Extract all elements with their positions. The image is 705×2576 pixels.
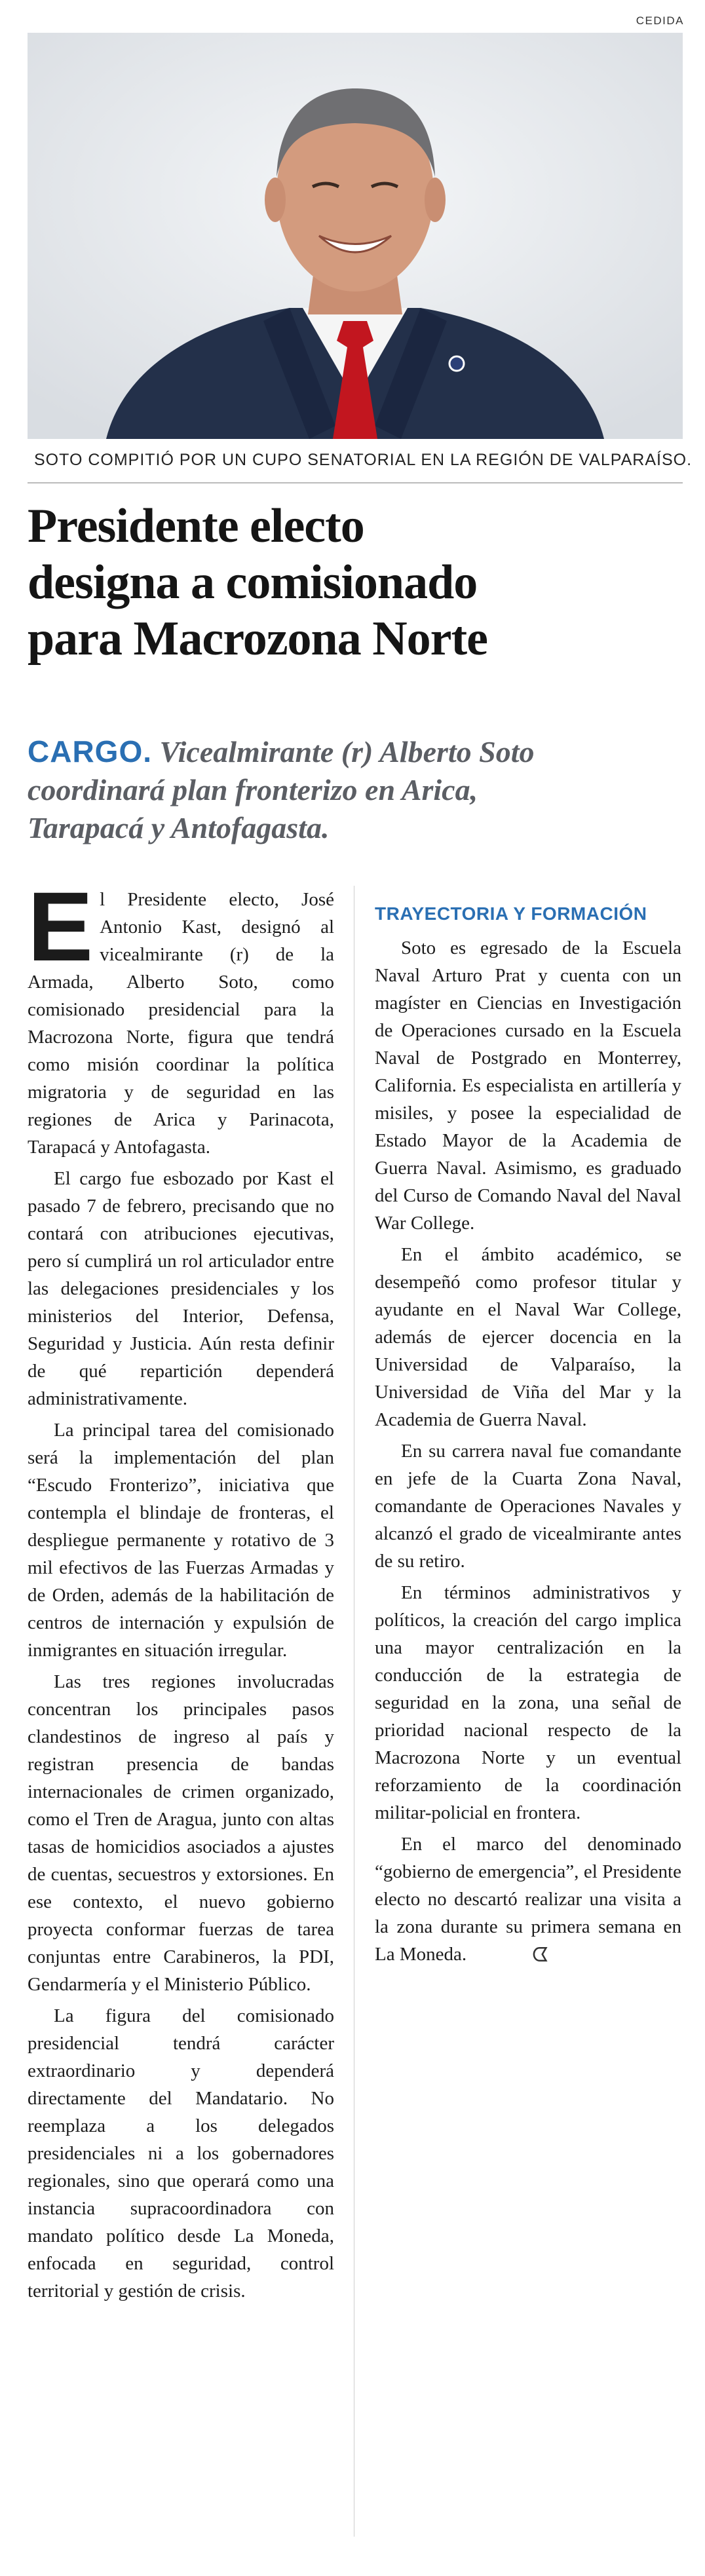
headline-line: designa a comisionado	[28, 556, 478, 609]
end-mark-icon: ᗧ	[532, 1944, 549, 1967]
paragraph: En el ámbito académico, se desempeñó como profesor titular y ayudante en el Naval War College, además de ejercer docencia en la Universidad de Valparaíso, la Universidad de Viña del Mar y la Academia de Guerra Naval.	[375, 1244, 681, 1430]
deck-line: Tarapacá y Antofagasta.	[28, 811, 330, 844]
headline	[28, 498, 683, 667]
body-column-right	[375, 886, 681, 1973]
portrait-photo	[28, 33, 683, 439]
photo-credit: CEDIDA	[636, 14, 684, 27]
deck-line: Vicealmirante (r) Alberto Soto	[159, 735, 535, 768]
headline-line: Presidente electo	[28, 499, 364, 553]
paragraph-text: l Presidente electo, José Antonio Kast, designó al vicealmirante (r) de la Armada, Alberto Soto, como comisionado presidencial para la Macrozona Norte, figura que tendrá como misión coordinar la política migratoria y de seguridad en las regiones de Arica y Parinacota, Tarapacá y Antofagasta.	[28, 889, 334, 1158]
paragraph: La figura del comisionado presidencial tendrá carácter extraordinario y dependerá directamente del Mandatario. No reemplaza a los delegados presidenciales ni a los gobernadores regionales, sino que operará como una instancia supracoordinadora con mandato político desde La Moneda, enfocada en seguridad, control territorial y gestión de crisis.	[28, 2005, 334, 2301]
body-column-left	[28, 871, 334, 2309]
deck	[28, 732, 683, 847]
paragraph: En su carrera naval fue comandante en jefe de la Cuarta Zona Naval, comandante de Operaciones Navales y alcanzó el grado de vicealmirante antes de su retiro.	[375, 1441, 681, 1572]
paragraph	[28, 871, 334, 1161]
paragraph: La principal tarea del comisionado será la implementación del plan “Escudo Fronterizo”, iniciativa que contempla el blindaje de fronteras, el despliegue permanente y rotativo de 3 mil efectivos de las Fuerzas Armadas y de Orden, además de la habilitación de centros de internación y expulsión de inmigrantes en situación irregular.	[28, 1420, 334, 1661]
paragraph: El cargo fue esbozado por Kast el pasado 7 de febrero, precisando que no contará con atribuciones ejecutivas, pero sí cumplirá un rol articulador entre las delegaciones presidenciales y los ministerios del Interior, Defensa, Seguridad y Justicia. Aún resta definir de qué repartición dependerá administrativamente.	[28, 1168, 334, 1409]
paragraph: Las tres regiones involucradas concentran los principales pasos clandestinos de ingreso al país y registran presencia de bandas internacionales de crimen organizado, como el Tren de Aragua, junto con altas tasas de homicidios asociados a ajustes de cuentas, secuestros y extorsiones. En ese contexto, el nuevo gobierno proyecta conformar fuerzas de tarea conjuntas entre Carabineros, la PDI, Gendarmería y el Ministerio Público.	[28, 1671, 334, 1995]
drop-cap: E	[28, 871, 94, 981]
divider	[28, 482, 683, 483]
paragraph-text: En el marco del denominado “gobierno de emergencia”, el Presidente electo no descartó realizar una visita a la zona durante su primera semana en La Moneda.	[375, 1834, 681, 1965]
paragraph: En términos administrativos y políticos, la creación del cargo implica una mayor centralización en la conducción de la estrategia de seguridad en la zona, una señal de prioridad nacional respecto de la Macrozona Norte y un eventual reforzamiento de la coordinación militar-policial en frontera.	[375, 1582, 681, 1823]
deck-line: coordinará plan fronterizo en Arica,	[28, 773, 478, 806]
photo-caption: SOTO COMPITIÓ POR UN CUPO SENATORIAL EN LA REGIÓN DE VALPARAÍSO.	[34, 451, 693, 469]
subheading: TRAYECTORIA Y FORMACIÓN	[375, 903, 647, 924]
paragraph: Soto es egresado de la Escuela Naval Arturo Prat y cuenta con un magíster en Ciencias en Investigación de Operaciones cursado en la Escuela Naval de Postgrado en Monterrey, California. Es especialista en artillería y misiles, y posee la especialidad de Estado Mayor de la Academia de Guerra Naval. Asimismo, es graduado del Curso de Comando Naval del Naval War College.	[375, 938, 681, 1234]
headline-line: para Macrozona Norte	[28, 612, 487, 666]
paragraph	[375, 1830, 681, 1969]
deck-kicker: CARGO.	[28, 734, 152, 768]
